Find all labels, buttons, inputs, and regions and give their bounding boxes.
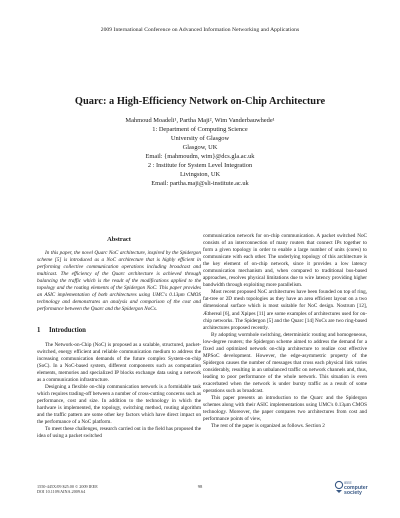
- abstract-heading: Abstract: [107, 236, 131, 243]
- section-number: 1: [37, 327, 41, 335]
- logo-line: IEEE: [344, 481, 352, 485]
- body-paragraph: This paper presents an introduction to the Quarc and the Spidergon schemes along with their ASIC implementations using UMC's 0.13μm CMOS technology. Moreover, the paper compares two architectures from cost and performance points of view,: [203, 395, 367, 423]
- paper-title: Quarc: a High-Efficiency Network on-Chip Architecture: [74, 96, 326, 107]
- page-number: 98: [197, 484, 203, 489]
- body-paragraph: The rest of the paper is organized as follows. Section 2: [211, 423, 325, 430]
- logo-line: computer: [344, 484, 368, 491]
- author-names: Mahmoud Moadeli¹, Partha Maji², Wim Vanderbauwhede¹: [125, 117, 275, 124]
- right-column: [203, 233, 367, 430]
- section-title: Introduction: [49, 327, 86, 335]
- logo-wordmark: [344, 482, 368, 496]
- conference-header: 2009 International Conference on Advanced Information Networking and Applications: [100, 27, 300, 33]
- body-paragraph: By adopting wormhole switching, deterministic routing and homogeneous, low-degree routers; the Spidergon scheme aimed to address the demand for a fixed and optimized network on-chip architecture to realize cost effective MPSoC development. However, the edge-asymmetric property of the Spidergon causes the number of messages that cross each physical link varies considerably, resulting in an unbalanced traffic on network channels and, thus, leading to poor performance of the whole network. This situation is even exacerbated when the network is under bursty traffic as a result of some operations such as broadcast.: [203, 331, 367, 395]
- email-2[interactable]: Email: partha.maji@sli-institute.ac.uk: [151, 179, 249, 187]
- affiliation-2-institute: 2 : Institute for System Level Integration: [147, 161, 253, 169]
- author-block: [0, 117, 400, 189]
- affiliation-1-univ: University of Glasgow: [170, 134, 230, 142]
- body-paragraph: communication network for on-chip communication. A packet switched NoC consists of an interconnection of many routers that connect IPs together to form a given topology in order to enable a large number of units (cores) to communicate with each other. The underlying topology of this architecture is the key element of on-chip network, since it provides a low latency communication mechanism and, when compared to traditional bus-based approaches, resolves physical limitations due to wire latency providing higher bandwidth through exploiting more parallelism.: [203, 233, 367, 289]
- abstract-text: In this paper, the novel Quarc NoC architecture, inspired by the Spidergon scheme [5] is introduced as a NoC architecture that is highly efficient in performing collective communication operations including broadcast and multicast. The efficiency of the Quarc architecture is achieved through balancing the traffic which is the result of the modifications applied to the topology and the routing elements of the Spidergon NoC. This paper provides an ASIC implementation of both architectures using UMC's 0.13μm CMOS technology and demonstrates an analysis and comparison of the cost and performance between the Quarc and the Spidergon NoCs.: [37, 250, 201, 313]
- section-heading-introduction: [37, 327, 201, 334]
- logo-line: society: [344, 489, 362, 496]
- affiliation-1-location: Glasgow, UK: [182, 143, 218, 151]
- intro-paragraph: Designing a flexible on-chip communication network is a formidable task which requires trading-off between a number of cross-cutting concerns such as performance, cost and size. In addition to the technology in which the hardware is implemented, the topology, switching method, routing algorithm and the traffic pattern are some other key factors which have direct impact on the performance of a NoC platform.: [37, 383, 201, 426]
- affiliation-2-location: Livingston, UK: [179, 170, 221, 178]
- computer-society-logo-icon: [334, 480, 344, 494]
- email-1[interactable]: Email: {mahmoudm, wim}@dcs.gla.ac.uk: [145, 152, 255, 160]
- computer-society-logo: [334, 480, 366, 496]
- body-paragraph: Most recent proposed NoC architectures have been founded on top of ring, fat-tree or 2D mesh topologies as they have an area efficient layout on a two dimensional surface which is most suitable for NoC design. Nostrum [12], Æthereal [6], and Xpipes [11] are some examples of architectures used for on-chip networks. The Spidergon [5] and the Quarc [14] NoCs are two ring-based architectures proposed recently.: [203, 289, 367, 331]
- isbn-line: 1550-445X/09 $25.00 © 2009 IEEE: [37, 484, 98, 489]
- left-column: [37, 236, 201, 440]
- intro-paragraph: To meet these challenges, research carried out in the field has proposed the idea of using a packet switched: [37, 426, 201, 440]
- intro-paragraph: The Network-on-Chip (NoC) is proposed as a scalable, structured, packet-switched, energy efficient and reliable communication medium to address the increasing communication demands of the future complex System-on-chip (SoC). In a NoC-based system, different components such as computation elements, memories and specialized IP blocks exchange data using a network as a communication infrastructure.: [37, 341, 201, 383]
- affiliation-1-dept: 1: Department of Computing Science: [152, 125, 248, 133]
- doi-line[interactable]: DOI 10.1109/AINA.2009.64: [37, 489, 86, 495]
